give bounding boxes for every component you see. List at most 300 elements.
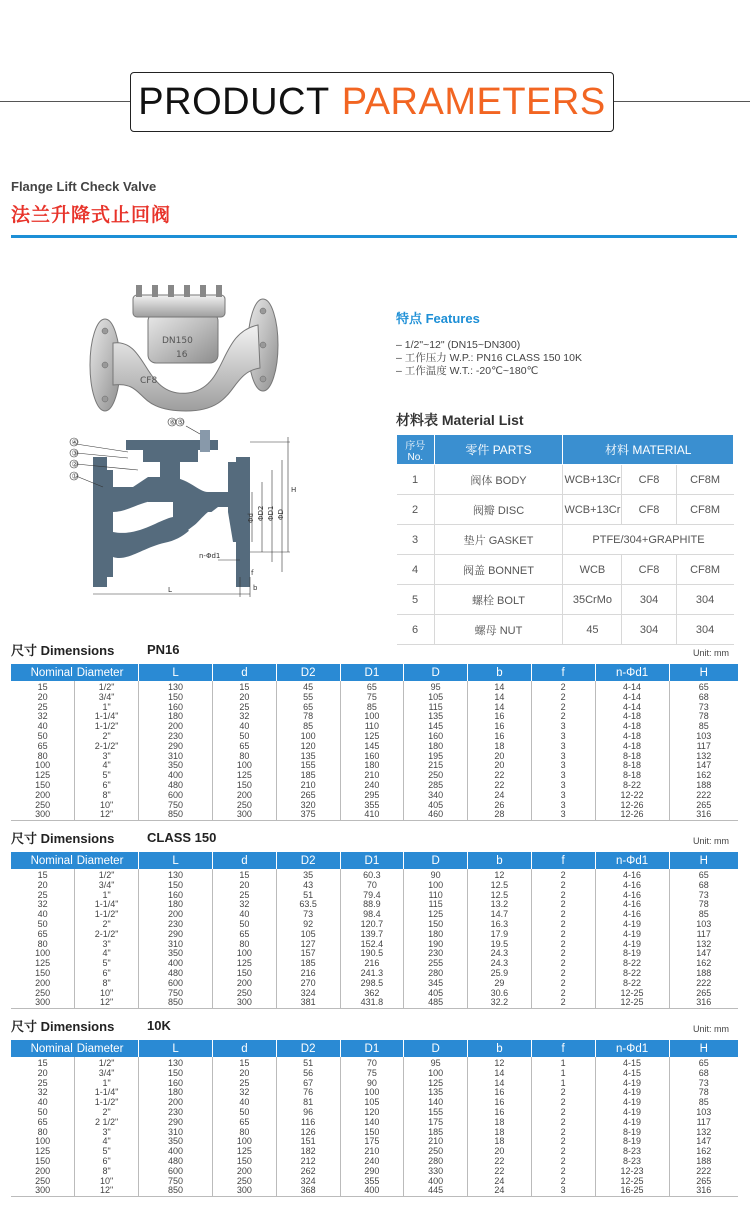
material-cell-m1: WCB+13Cr <box>563 465 622 495</box>
dimension-cell: 50 <box>213 1108 277 1118</box>
dimension-cell: 150 <box>340 1128 404 1138</box>
dimension-cell: 8-19 <box>595 949 669 959</box>
col-header: D <box>404 852 468 869</box>
dimension-cell: 212 <box>276 1157 340 1167</box>
dimension-cell: 355 <box>340 1177 404 1187</box>
dimension-cell: 16 <box>468 1108 532 1118</box>
dimension-cell: 157 <box>276 949 340 959</box>
dimension-cell: 160 <box>340 752 404 762</box>
col-header: H <box>669 664 738 681</box>
dimension-cell: 65 <box>669 681 738 693</box>
dimension-cell: 12" <box>75 998 139 1008</box>
valve-photo <box>88 283 280 418</box>
dimension-cell: 850 <box>139 998 213 1008</box>
dimension-cell: 29 <box>468 979 532 989</box>
dimension-cell: 1 <box>531 1079 595 1089</box>
dimension-cell: 265 <box>669 1177 738 1187</box>
material-cell-m3: CF8M <box>676 555 733 585</box>
dimension-cell: 12.5 <box>468 891 532 901</box>
col-header: H <box>669 852 738 869</box>
dimension-cell: 290 <box>139 1118 213 1128</box>
dimension-cell: 32 <box>37 711 48 722</box>
dimension-cell: 63.5 <box>276 900 340 910</box>
dimension-cell: 14 <box>468 703 532 713</box>
dimension-cell: 67 <box>276 1079 340 1089</box>
title-word-product: PRODUCT <box>138 80 330 123</box>
dimension-cell: 125 <box>213 1147 277 1157</box>
dimension-cell: 20 <box>468 752 532 762</box>
dimension-cell: 51 <box>276 891 340 901</box>
material-cell-m2: 304 <box>622 615 676 645</box>
dimension-cell: 324 <box>276 1177 340 1187</box>
dimension-cell: 65 <box>37 740 48 751</box>
dimension-cell: 1/2" <box>75 1057 139 1069</box>
section-divider <box>11 235 737 238</box>
dimension-cell: 150 <box>139 881 213 891</box>
dimension-cell: 98.4 <box>340 910 404 920</box>
dimension-cell: 4-19 <box>595 1088 669 1098</box>
material-cell-m3: 304 <box>676 585 733 615</box>
dimension-cell: 480 <box>139 969 213 979</box>
dimension-cell: 230 <box>139 1108 213 1118</box>
dimension-cell: 485 <box>404 998 468 1008</box>
dimension-cell: 300 <box>35 1185 51 1196</box>
dimension-cell: 3" <box>75 940 139 950</box>
col-header: d <box>213 664 277 681</box>
dimension-cell: 2 <box>531 940 595 950</box>
dimension-cell: 65 <box>276 703 340 713</box>
dimension-cell: 12-26 <box>595 810 669 820</box>
dimension-cell: 300 <box>213 810 277 820</box>
dimension-cell: 20 <box>213 693 277 703</box>
dimension-cell: 150 <box>35 967 51 978</box>
dimension-cell: 147 <box>669 1137 738 1147</box>
dimension-cell: 2 <box>531 930 595 940</box>
dimension-cell: 65 <box>340 681 404 693</box>
dimension-cell: 2 <box>531 891 595 901</box>
dimension-cell: 127 <box>276 940 340 950</box>
dim-label-D: ΦD <box>277 509 285 520</box>
dimension-cell: 316 <box>669 1186 738 1196</box>
dimension-cell: 20 <box>37 879 48 890</box>
dimension-cell: 210 <box>340 1147 404 1157</box>
dimension-cell: 2-1/2" <box>75 930 139 940</box>
features-title: 特点 Features <box>396 311 480 326</box>
dimension-cell: 4-16 <box>595 869 669 881</box>
material-cell-no: 4 <box>397 555 435 585</box>
col-header: b <box>468 1040 532 1057</box>
dimension-cell: 4-19 <box>595 1079 669 1089</box>
dimension-cell: 150 <box>139 693 213 703</box>
dimension-cell: 32 <box>213 712 277 722</box>
dimension-cell: 320 <box>276 801 340 811</box>
dimension-cell: 4-16 <box>595 891 669 901</box>
col-header: D2 <box>276 1040 340 1057</box>
col-header-parts: 零件 PARTS <box>434 435 563 465</box>
dimension-cell: 3/4" <box>75 1069 139 1079</box>
dimension-cell: 135 <box>404 1088 468 1098</box>
dimension-cell: 40 <box>37 721 48 732</box>
dimension-cell: 175 <box>404 1118 468 1128</box>
dimension-cell: 117 <box>669 1118 738 1128</box>
dimension-cell: 80 <box>37 938 48 949</box>
dimension-cell: 105 <box>404 693 468 703</box>
dimension-cell: 28 <box>468 810 532 820</box>
dimension-cell: 3 <box>531 732 595 742</box>
col-header: Diameter <box>75 1040 139 1057</box>
dimension-cell: 2" <box>75 732 139 742</box>
dimension-cell: 50 <box>213 732 277 742</box>
dimension-cell: 100 <box>276 732 340 742</box>
dimension-cell: 105 <box>276 930 340 940</box>
dimension-cell: 117 <box>669 930 738 940</box>
dimension-cell: 381 <box>276 998 340 1008</box>
dimension-cell: 3 <box>531 752 595 762</box>
dimension-cell: 16 <box>468 722 532 732</box>
dimension-cell: 2 <box>531 910 595 920</box>
dimension-cell: 2 <box>531 1177 595 1187</box>
dimension-cell: 4-14 <box>595 693 669 703</box>
col-header: d <box>213 852 277 869</box>
dimension-cell: 3 <box>531 771 595 781</box>
dimension-cell: 19.5 <box>468 940 532 950</box>
dimension-cell: 12-25 <box>595 998 669 1008</box>
dimension-cell: 3/4" <box>75 693 139 703</box>
dimension-cell: 132 <box>669 752 738 762</box>
dimension-cell: 68 <box>669 693 738 703</box>
dimension-cell: 1/2" <box>75 681 139 693</box>
dimension-cell: 25 <box>213 891 277 901</box>
dimension-cell: 8-22 <box>595 969 669 979</box>
material-cell-m2: CF8 <box>622 555 676 585</box>
dim-label-D1: ΦD1 <box>267 505 275 521</box>
dimension-cell: 95 <box>404 681 468 693</box>
dimensions-standard: 10K <box>147 1018 171 1033</box>
dimension-cell: 310 <box>139 752 213 762</box>
dimension-cell: 25 <box>37 701 48 712</box>
unit-label: Unit: mm <box>693 648 729 658</box>
dimension-cell: 45 <box>276 681 340 693</box>
dimension-cell: 4-19 <box>595 920 669 930</box>
dimension-cell: 1 <box>531 1069 595 1079</box>
dimension-cell: 2 <box>531 1098 595 1108</box>
dimension-cell: 105 <box>340 1098 404 1108</box>
dimension-cell: 4-16 <box>595 910 669 920</box>
dimension-cell: 175 <box>340 1137 404 1147</box>
dimension-cell: 4-15 <box>595 1057 669 1069</box>
dimension-cell: 12.5 <box>468 881 532 891</box>
unit-label: Unit: mm <box>693 836 729 846</box>
dimension-cell: 140 <box>340 1118 404 1128</box>
dimension-cell: 2-1/2" <box>75 742 139 752</box>
dimension-cell: 160 <box>404 732 468 742</box>
dimension-cell: 215 <box>404 761 468 771</box>
dimension-cell: 150 <box>213 969 277 979</box>
dimension-cell: 295 <box>340 791 404 801</box>
dimension-cell: 147 <box>669 949 738 959</box>
dimension-cell: 92 <box>276 920 340 930</box>
dimension-cell: 15 <box>37 870 48 880</box>
dim-label-D2: ΦD2 <box>257 505 265 521</box>
dimension-cell: 155 <box>276 761 340 771</box>
dimension-cell: 162 <box>669 1147 738 1157</box>
dimension-cell: 155 <box>404 1108 468 1118</box>
dimension-cell: 2 <box>531 979 595 989</box>
dimension-cell: 68 <box>669 881 738 891</box>
material-cell-m1: WCB <box>563 555 622 585</box>
dimension-cell: 8-22 <box>595 979 669 989</box>
dimension-cell: 14 <box>468 1069 532 1079</box>
dimension-cell: 400 <box>139 771 213 781</box>
dimension-cell: 2 <box>531 969 595 979</box>
dimension-cell: 3" <box>75 1128 139 1138</box>
dimension-cell: 324 <box>276 989 340 999</box>
dimension-cell: 2 <box>531 1147 595 1157</box>
dimension-cell: 20 <box>37 1067 48 1078</box>
dimension-cell: 188 <box>669 1157 738 1167</box>
col-header-no: 序号No. <box>397 435 435 465</box>
dim-label-b: b <box>253 584 258 592</box>
dimension-cell: 20 <box>213 1069 277 1079</box>
dimension-cell: 2 <box>531 881 595 891</box>
dimension-cell: 355 <box>340 801 404 811</box>
dimension-cell: 8" <box>75 791 139 801</box>
dimension-cell: 368 <box>276 1186 340 1196</box>
dimension-cell: 2 <box>531 949 595 959</box>
dimension-cell: 160 <box>139 703 213 713</box>
dimension-cell: 130 <box>139 681 213 693</box>
dimension-cell: 300 <box>35 809 51 820</box>
dimension-cell: 16 <box>468 712 532 722</box>
callout-4: ④ <box>71 438 78 447</box>
dimension-cell: 8-23 <box>595 1157 669 1167</box>
dimension-cell: 120.7 <box>340 920 404 930</box>
dimension-cell: 32 <box>37 1087 48 1098</box>
dimension-cell: 3 <box>531 722 595 732</box>
dimension-cell: 2 <box>531 1108 595 1118</box>
col-header: f <box>531 664 595 681</box>
dimension-cell: 32 <box>213 900 277 910</box>
dimension-cell: 2 <box>531 869 595 881</box>
col-header: L <box>139 664 213 681</box>
dimension-cell: 1-1/2" <box>75 722 139 732</box>
dimension-cell: 15 <box>37 1058 48 1068</box>
col-header: n-Φd1 <box>595 1040 669 1057</box>
dimension-cell: 262 <box>276 1167 340 1177</box>
dimension-cell: 16 <box>468 732 532 742</box>
dimension-cell: 117 <box>669 742 738 752</box>
col-header: D <box>404 664 468 681</box>
dimension-cell: 85 <box>669 910 738 920</box>
dimension-cell: 78 <box>669 1088 738 1098</box>
dimension-cell: 460 <box>404 810 468 820</box>
dimension-table-header <box>11 1040 738 1057</box>
dimension-cell: 24 <box>468 1177 532 1187</box>
dimension-cell: 12 <box>468 1057 532 1069</box>
product-name-cn: 法兰升降式止回阀 <box>11 205 172 226</box>
product-name-en: Flange Lift Check Valve <box>11 179 157 194</box>
dimension-cell: 115 <box>404 900 468 910</box>
dimension-cell: 5" <box>75 959 139 969</box>
dimension-cell: 850 <box>139 1186 213 1196</box>
dimension-cell: 25 <box>213 703 277 713</box>
col-header: D <box>404 1040 468 1057</box>
dimension-cell: 35 <box>276 869 340 881</box>
material-cell-no: 1 <box>397 465 435 495</box>
material-cell-m3: CF8M <box>676 495 733 525</box>
dimension-cell: 125 <box>35 770 51 781</box>
dimension-cell: 100 <box>340 1088 404 1098</box>
dimension-cell: 150 <box>139 1069 213 1079</box>
dimension-cell: 1-1/2" <box>75 1098 139 1108</box>
dimension-cell: 3 <box>531 781 595 791</box>
dimension-cell: 2" <box>75 1108 139 1118</box>
material-list-title: 材料表 Material List <box>396 412 524 428</box>
dimension-cell: 8-22 <box>595 959 669 969</box>
dimension-cell: 75 <box>340 693 404 703</box>
dimension-cell: 270 <box>276 979 340 989</box>
dimension-cell: 25.9 <box>468 969 532 979</box>
dimension-cell: 3 <box>531 791 595 801</box>
dimension-cell: 20 <box>37 691 48 702</box>
dimension-cell: 200 <box>213 1167 277 1177</box>
dimension-cell: 8-19 <box>595 1128 669 1138</box>
dimension-cell: 400 <box>139 959 213 969</box>
dimension-cell: 90 <box>404 869 468 881</box>
dimension-cell: 120 <box>340 1108 404 1118</box>
material-row <box>397 615 734 645</box>
dimension-cell: 8-18 <box>595 752 669 762</box>
material-cell-m1: PTFE/304+GRAPHITE <box>563 525 734 555</box>
dimension-row <box>11 810 738 820</box>
dimension-cell: 100 <box>340 712 404 722</box>
material-row <box>397 525 734 555</box>
dimension-cell: 26 <box>468 801 532 811</box>
dimension-cell: 139.7 <box>340 930 404 940</box>
dimension-cell: 250 <box>35 987 51 998</box>
dimension-cell: 95 <box>404 1057 468 1069</box>
material-cell-m2: CF8 <box>622 465 676 495</box>
col-header: D1 <box>340 664 404 681</box>
dimension-cell: 85 <box>340 703 404 713</box>
dimension-cell: 1-1/2" <box>75 910 139 920</box>
dimension-cell: 750 <box>139 1177 213 1187</box>
dimension-cell: 16 <box>468 1088 532 1098</box>
dimension-cell: 180 <box>404 742 468 752</box>
callout-1: ① <box>71 472 78 481</box>
dimension-cell: 15 <box>213 869 277 881</box>
dimension-cell: 300 <box>213 1186 277 1196</box>
title-word-parameters: PARAMETERS <box>341 80 606 123</box>
dimension-cell: 850 <box>139 810 213 820</box>
dimension-cell: 115 <box>404 703 468 713</box>
dimension-cell: 15 <box>37 682 48 692</box>
dimension-cell: 12-25 <box>595 1177 669 1187</box>
dimension-cell: 4" <box>75 761 139 771</box>
dimension-cell: 250 <box>404 1147 468 1157</box>
dimension-cell: 140 <box>404 1098 468 1108</box>
dimension-cell: 20 <box>213 881 277 891</box>
dimensions-standard: CLASS 150 <box>147 830 217 845</box>
dimension-cell: 200 <box>35 789 51 800</box>
dimension-cell: 80 <box>37 750 48 761</box>
dimension-cell: 16-25 <box>595 1186 669 1196</box>
dim-label-nd1: n-Φd1 <box>199 552 221 560</box>
dimension-cell: 24.3 <box>468 949 532 959</box>
dimension-cell: 130 <box>139 869 213 881</box>
dimension-cell: 65 <box>669 869 738 881</box>
dimension-cell: 216 <box>276 969 340 979</box>
dimension-cell: 1 <box>531 1057 595 1069</box>
dimension-cell: 316 <box>669 810 738 820</box>
dimension-cell: 185 <box>276 771 340 781</box>
dimension-cell: 120 <box>276 742 340 752</box>
dimension-cell: 150 <box>35 1155 51 1166</box>
dimension-cell: 405 <box>404 989 468 999</box>
dimension-cell: 14.7 <box>468 910 532 920</box>
material-cell-no: 3 <box>397 525 435 555</box>
col-header: Nominal <box>11 664 75 681</box>
dimension-cell: 25 <box>37 889 48 900</box>
dimension-cell: 150 <box>404 920 468 930</box>
dimension-cell: 25 <box>213 1079 277 1089</box>
material-cell-no: 2 <box>397 495 435 525</box>
dimension-cell: 126 <box>276 1128 340 1138</box>
dimension-cell: 150 <box>213 781 277 791</box>
dim-label-L: L <box>168 586 172 594</box>
dimension-cell: 285 <box>404 781 468 791</box>
dimension-cell: 8-19 <box>595 1137 669 1147</box>
dimension-cell: 78 <box>669 712 738 722</box>
dimension-cell: 160 <box>139 891 213 901</box>
dimension-cell: 3 <box>531 761 595 771</box>
dimension-cell: 2 <box>531 1167 595 1177</box>
dimension-cell: 80 <box>213 752 277 762</box>
callout-6: ⑥ <box>169 418 176 427</box>
dimension-cell: 16.3 <box>468 920 532 930</box>
dimension-cell: 22 <box>468 781 532 791</box>
dimension-cell: 280 <box>404 969 468 979</box>
dimension-cell: 132 <box>669 1128 738 1138</box>
dimension-cell: 2 <box>531 1137 595 1147</box>
dimension-cell: 230 <box>404 949 468 959</box>
material-cell-m3: CF8M <box>676 465 733 495</box>
material-cell-m1: WCB+13Cr <box>563 495 622 525</box>
callout-2: ② <box>71 460 78 469</box>
dimension-cell: 190.5 <box>340 949 404 959</box>
material-cell-m1: 35CrMo <box>563 585 622 615</box>
dimension-cell: 400 <box>139 1147 213 1157</box>
dimension-cell: 1-1/4" <box>75 712 139 722</box>
dimension-cell: 68 <box>669 1069 738 1079</box>
dimension-table <box>11 664 738 821</box>
dimension-table <box>11 1040 738 1197</box>
dimension-cell: 8-18 <box>595 761 669 771</box>
dimension-cell: 132 <box>669 940 738 950</box>
dimension-cell: 290 <box>139 742 213 752</box>
dimension-cell: 81 <box>276 1098 340 1108</box>
header-rule-left <box>0 101 130 102</box>
features-list <box>396 339 582 378</box>
material-cell-no: 5 <box>397 585 435 615</box>
dimension-cell: 250 <box>404 771 468 781</box>
dimension-cell: 8" <box>75 1167 139 1177</box>
dimension-cell: 73 <box>276 910 340 920</box>
dim-label-H: H <box>291 486 297 494</box>
col-header: Nominal <box>11 852 75 869</box>
dimension-cell: 3/4" <box>75 881 139 891</box>
dimension-cell: 18 <box>468 1128 532 1138</box>
